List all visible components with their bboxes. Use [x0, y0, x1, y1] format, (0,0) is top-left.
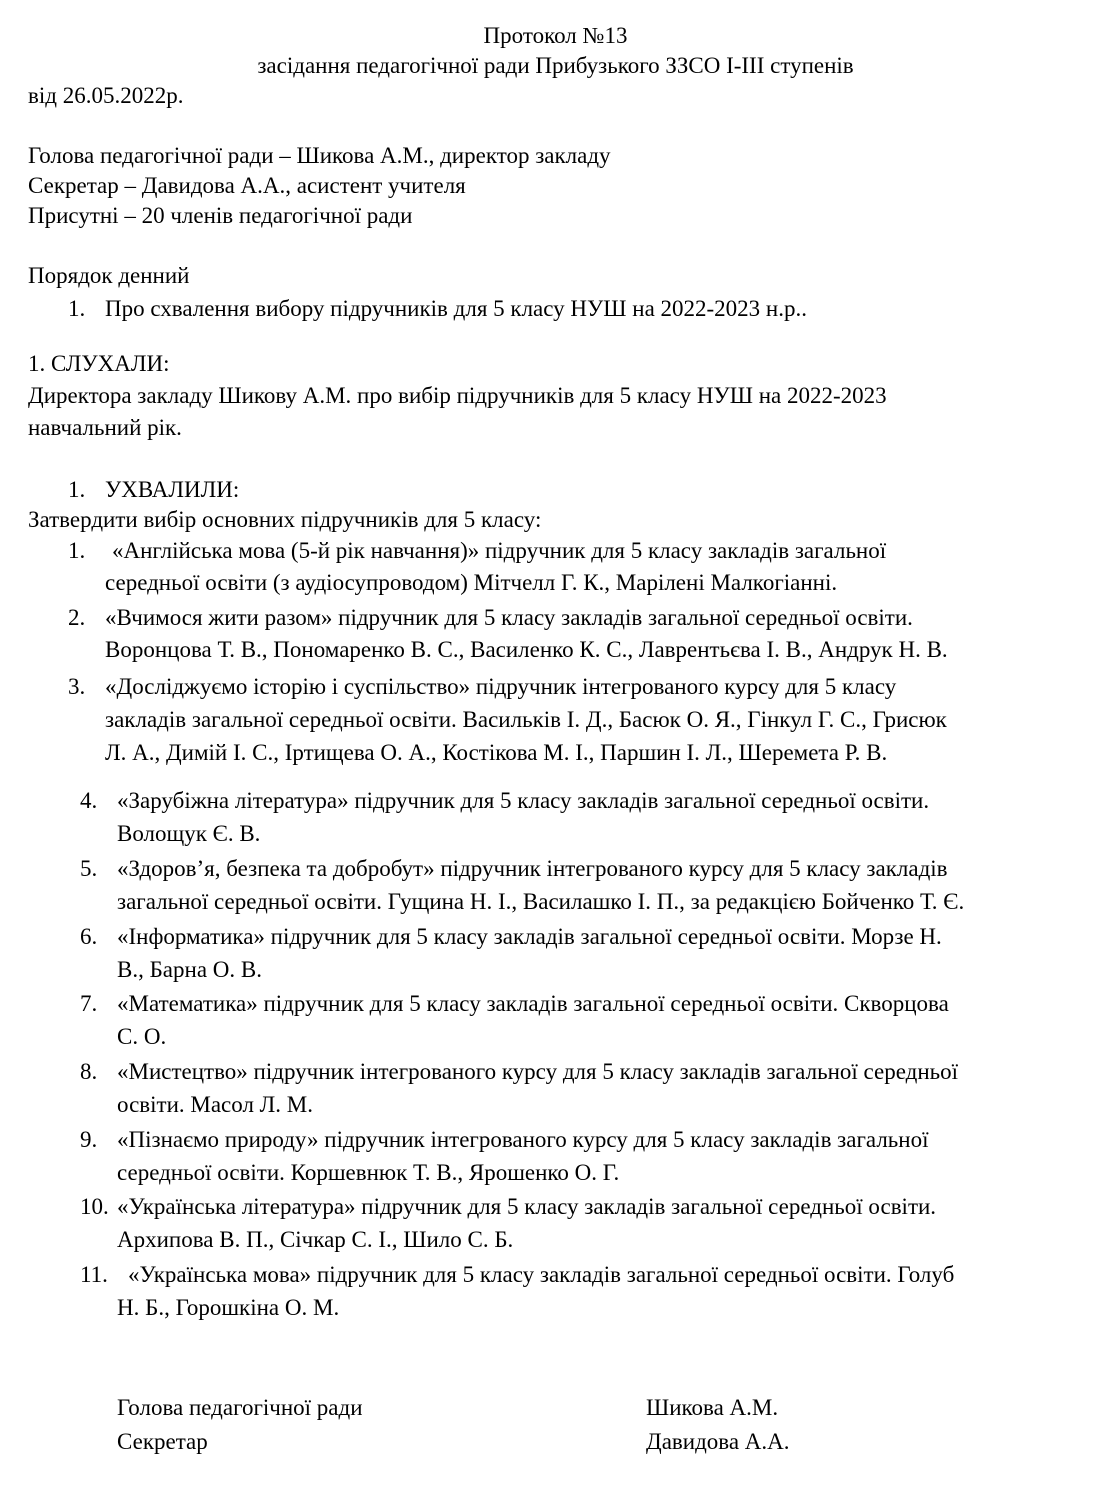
signature-secretary-role: Секретар	[117, 1429, 208, 1454]
textbook-item-line: «Здоров’я, безпека та добробут» підручник інтегрованого курсу для 5 класу закладів	[117, 856, 948, 881]
resolved-intro: Затвердити вибір основних підручників для 5 класу:	[28, 507, 542, 532]
textbook-item-line: освіти. Масол Л. М.	[117, 1092, 313, 1117]
textbook-item-line: Л. А., Димій І. С., Іртищева О. А., Костікова М. І., Паршин І. Л., Шеремета Р. В.	[105, 740, 888, 765]
textbook-item-line: Н. Б., Горошкіна О. М.	[117, 1295, 340, 1320]
textbook-item-line: «Англійська мова (5-й рік навчання)» підручник для 5 класу закладів загальної	[112, 538, 887, 563]
textbook-item-line: Воронцова Т. В., Пономаренко В. С., Василенко К. С., Лаврентьєва І. В., Андрук Н. В.	[105, 637, 948, 662]
textbook-item-line: В., Барна О. В.	[117, 957, 262, 982]
textbook-item-number: 7.	[80, 991, 98, 1016]
textbook-item-number: 8.	[80, 1059, 98, 1084]
textbook-item-line: «Українська мова» підручник для 5 класу закладів загальної середньої освіти. Голуб	[128, 1262, 955, 1287]
resolved-heading: УХВАЛИЛИ:	[105, 477, 240, 502]
textbook-item-line: «Мистецтво» підручник інтегрованого курсу для 5 класу закладів загальної середньої	[117, 1059, 959, 1084]
textbook-item-line: середньої освіти (з аудіосупроводом) Мітчелл Г. К., Марілені Малкогіанні.	[105, 570, 838, 595]
textbook-item-number: 2.	[68, 605, 86, 630]
textbook-item-line: загальної середньої освіти. Гущина Н. І., Василашко І. П., за редакцією Бойченко Т. Є.	[117, 889, 965, 914]
textbook-item-line: Волощук Є. В.	[117, 821, 261, 846]
textbook-item-number: 5.	[80, 856, 98, 881]
textbook-item-number: 3.	[68, 674, 86, 699]
textbook-item-line: Архипова В. П., Січкар С. І., Шило С. Б.	[117, 1227, 514, 1252]
textbook-item-number: 1.	[68, 538, 86, 563]
present-line: Присутні – 20 членів педагогічної ради	[28, 203, 413, 228]
chair-line: Голова педагогічної ради – Шикова А.М., директор закладу	[28, 143, 611, 168]
textbook-item-number: 10.	[80, 1194, 109, 1219]
agenda-item-text: Про схвалення вибору підручників для 5 класу НУШ на 2022-2023 н.р..	[105, 296, 807, 321]
signature-secretary-name: Давидова А.А.	[646, 1429, 790, 1454]
textbook-item-line: закладів загальної середньої освіти. Васильків І. Д., Басюк О. Я., Гінкул Г. С., Грисюк	[105, 707, 947, 732]
textbook-item-line: «Українська література» підручник для 5 класу закладів загальної середньої освіти.	[117, 1194, 937, 1219]
textbook-item-line: «Вчимося жити разом» підручник для 5 класу закладів загальної середньої освіти.	[105, 605, 913, 630]
textbook-item-line: «Математика» підручник для 5 класу закладів загальної середньої освіти. Скворцова	[117, 991, 949, 1016]
agenda-item-number: 1.	[68, 296, 86, 321]
textbook-item-line: С. О.	[117, 1024, 167, 1049]
textbook-item-line: «Зарубіжна література» підручник для 5 класу закладів загальної середньої освіти.	[117, 788, 930, 813]
textbook-item-line: «Досліджуємо історію і суспільство» підручник інтегрованого курсу для 5 класу	[105, 674, 897, 699]
heard-line-1: Директора закладу Шикову А.М. про вибір підручників для 5 класу НУШ на 2022-2023	[28, 383, 887, 408]
signature-chair-name: Шикова А.М.	[646, 1395, 779, 1420]
signature-chair-role: Голова педагогічної ради	[117, 1395, 363, 1420]
textbook-item-number: 6.	[80, 924, 98, 949]
agenda-heading: Порядок денний	[28, 263, 190, 288]
textbook-item-line: «Інформатика» підручник для 5 класу закладів загальної середньої освіти. Морзе Н.	[117, 924, 942, 949]
heard-line-2: навчальний рік.	[28, 415, 182, 440]
protocol-subtitle: засідання педагогічної ради Прибузького ЗЗСО І-ІІІ ступенів	[257, 53, 854, 78]
secretary-line: Секретар – Давидова А.А., асистент учителя	[28, 173, 466, 198]
textbook-item-number: 9.	[80, 1127, 98, 1152]
resolved-number: 1.	[68, 477, 86, 502]
textbook-item-number: 11.	[80, 1262, 108, 1287]
protocol-date: від 26.05.2022р.	[28, 83, 184, 108]
textbook-item-line: «Пізнаємо природу» підручник інтегрованого курсу для 5 класу закладів загальної	[117, 1127, 929, 1152]
textbook-item-line: середньої освіти. Коршевнюк Т. В., Ярошенко О. Г.	[117, 1160, 620, 1185]
textbook-item-number: 4.	[80, 788, 98, 813]
heard-heading: 1. СЛУХАЛИ:	[28, 351, 170, 376]
protocol-title: Протокол №13	[483, 23, 628, 48]
